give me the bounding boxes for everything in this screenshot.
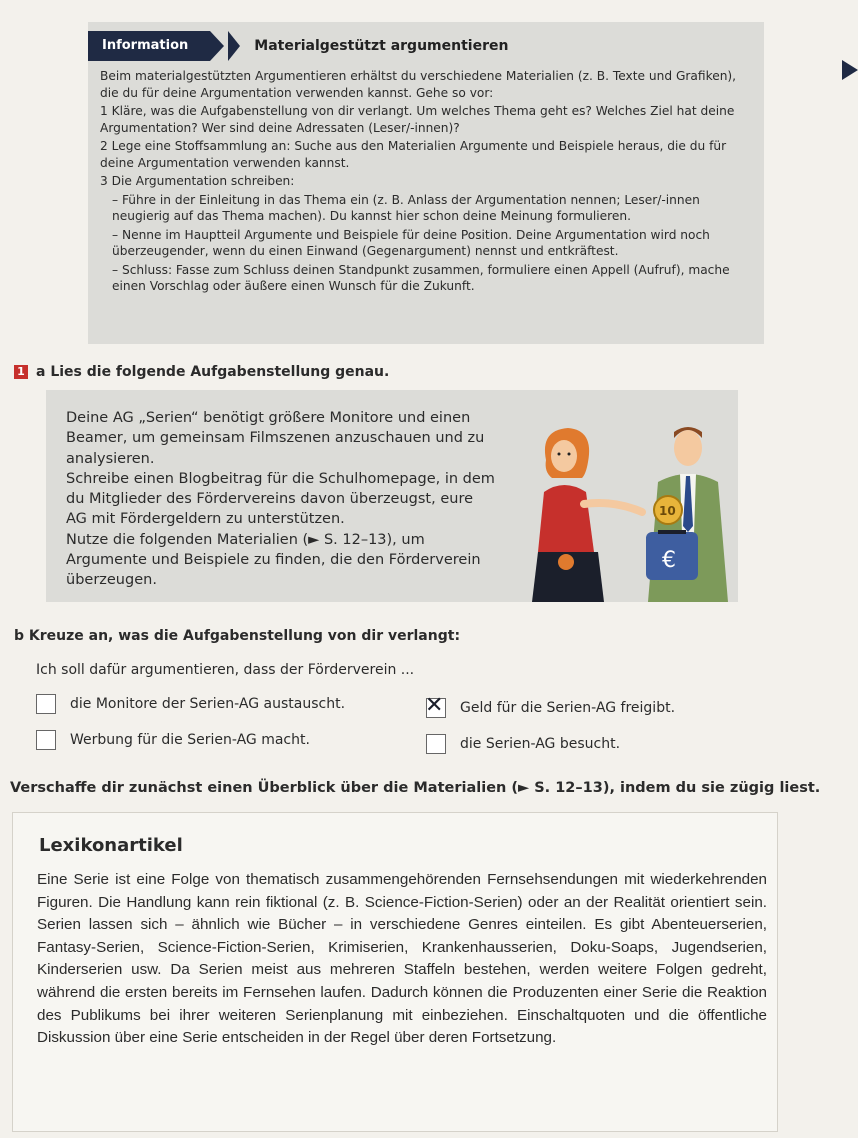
task-1b-statement: Ich soll dafür argumentieren, dass der Förderverein ... <box>36 662 415 678</box>
chevron-icon <box>228 31 240 61</box>
fundraising-illustration <box>508 412 736 602</box>
information-box <box>88 22 764 344</box>
info-bullet-2: – Nenne im Hauptteil Argumente und Beispiele für deine Position. Deine Argumentation wird noch überzeugender, wenn du einen Einwand (Gegenargument) nennst und entkräftest. <box>112 227 710 258</box>
overview-instruction: Verschaffe dir zunächst einen Überblick über die Materialien (► S. 12–13), indem du sie zügig liest. <box>10 780 821 796</box>
lexikon-title: Lexikonartikel <box>39 835 183 856</box>
task-1a-label: a Lies die folgende Aufgabenstellung genau. <box>36 364 390 380</box>
option-2-label: Geld für die Serien-AG freigibt. <box>460 700 676 716</box>
euro-sign: € <box>662 548 676 573</box>
option-4-label: die Serien-AG besucht. <box>460 736 621 752</box>
option-1-label: die Monitore der Serien-AG austauscht. <box>70 696 346 712</box>
margin-marker-icon <box>842 60 858 80</box>
coin-label: 10 <box>659 504 676 518</box>
task-prompt-p2: Schreibe einen Blogbeitrag für die Schulhomepage, in dem du Mitglieder des Fördervereins davon überzeugst, eure AG mit Fördergeldern zu unterstützen. <box>66 470 495 528</box>
option-1[interactable] <box>36 694 345 714</box>
lexikon-article <box>12 812 778 1132</box>
task-1a-heading <box>14 364 389 380</box>
task-number-badge: 1 <box>14 365 28 379</box>
information-tag: Information <box>88 31 210 61</box>
info-text <box>100 68 755 297</box>
info-step-1: 1 Kläre, was die Aufgabenstellung von dir verlangt. Um welches Thema geht es? Welches Ziel hat deine Argumentation? Wer sind deine Adressaten (Leser/-innen)? <box>100 104 735 135</box>
money-box <box>646 530 698 580</box>
checkbox[interactable] <box>36 694 56 714</box>
task-prompt-box <box>46 390 738 602</box>
task-prompt-p1: Deine AG „Serien“ benötigt größere Monitore und einen Beamer, um gemeinsam Filmszenen anzuschauen und zu analysieren. <box>66 410 485 467</box>
task-prompt-text <box>66 408 496 591</box>
woman-figure <box>532 428 642 602</box>
info-title: Materialgestützt argumentieren <box>254 38 509 54</box>
info-intro: Beim materialgestützten Argumentieren erhältst du verschiedene Materialien (z. B. Texte und Grafiken), die du für deine Argumentation verwenden kannst. Gehe so vor: <box>100 69 737 100</box>
info-step-2: 2 Lege eine Stoffsammlung an: Suche aus den Materialien Argumente und Beispiele heraus, die du für deine Argumentation verwenden kannst. <box>100 139 727 170</box>
info-bullet-3: – Schluss: Fasse zum Schluss deinen Standpunkt zusammen, formuliere einen Appell (Aufruf), mache einen Vorschlag oder äußere einen Wunsch für die Zukunft. <box>112 262 730 293</box>
option-3-label: Werbung für die Serien-AG macht. <box>70 732 310 748</box>
checkbox-checked[interactable] <box>425 693 446 718</box>
lexikon-text: Eine Serie ist eine Folge von thematisch zusammengehörenden Fernsehsendungen mit wiederkehrenden Figuren. Die Handlung kann rein fiktional (z. B. Science-Fiction-Serien) oder an der Realität orientiert sein. Serien lassen sich – ähnlich wie Bücher – in verschiedene Genres einteilen. Es gibt Abenteuerserien, Fantasy-Serien, Science-Fiction-Serien, Krimiserien, Krankenhausserien, Doku-Soaps, Jugendserien, Kinderserien usw. Da Serien meist aus mehreren Staffeln bestehen, werden weitere Folgen gedreht, während die ersten bereits im Fernsehen laufen. Dadurch können die Produzenten einer Serie die Reaktion des Publikums bei ihrer weiteren Serienplanung mit einbeziehen. Einschaltquoten und die öffentliche Diskussion über eine Serie entscheiden in der Regel über deren Fortsetzung. <box>37 871 767 1047</box>
checkbox[interactable] <box>426 734 446 754</box>
option-2[interactable] <box>425 693 676 718</box>
check-cross-icon: ✕ <box>425 693 444 718</box>
info-bullet-1: – Führe in der Einleitung in das Thema ein (z. B. Anlass der Argumentation nennen; Leser/-innen neugierig auf das Thema machen). Du kannst hier schon deine Meinung formulieren. <box>112 192 700 223</box>
info-header <box>88 30 508 62</box>
task-prompt-p3: Nutze die folgenden Materialien (► S. 12–13), um Argumente und Beispiele zu finden, die den Förderverein überzeugen. <box>66 531 481 589</box>
option-4[interactable] <box>426 734 620 754</box>
option-3[interactable] <box>36 730 310 750</box>
coin-icon <box>654 496 682 524</box>
task-1b-label: b Kreuze an, was die Aufgabenstellung von dir verlangt: <box>14 628 461 644</box>
info-step-3: 3 Die Argumentation schreiben: <box>100 174 295 188</box>
checkbox[interactable] <box>36 730 56 750</box>
